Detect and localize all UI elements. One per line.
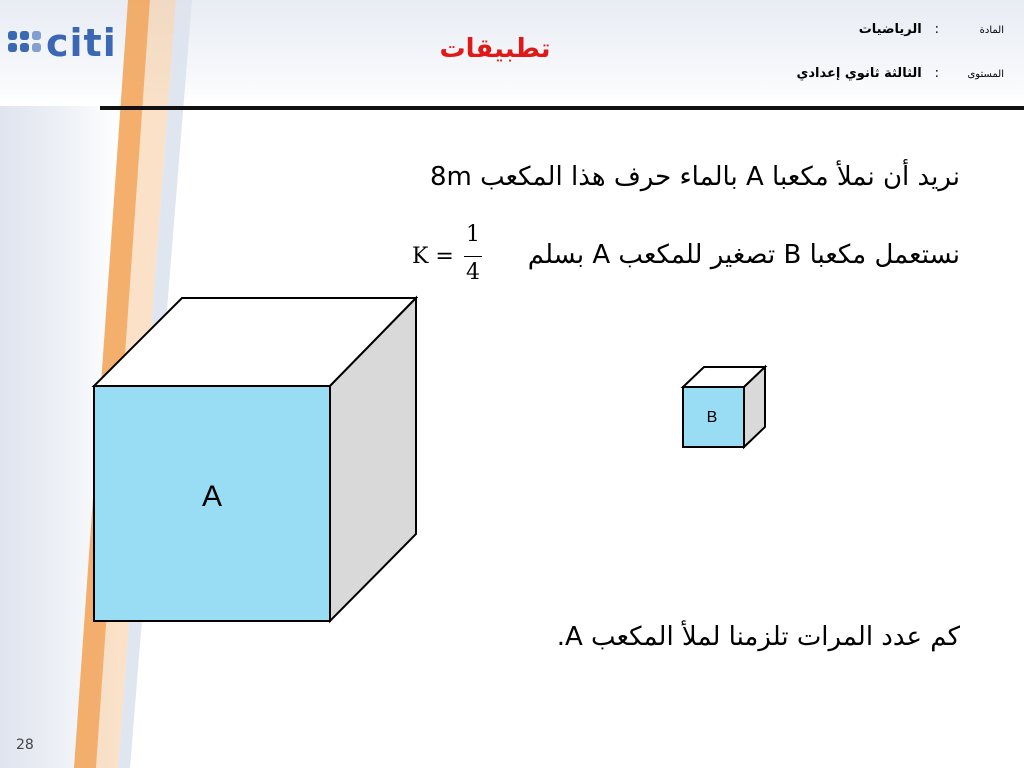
formula-lhs: K = bbox=[412, 244, 454, 269]
cube-a-label: A bbox=[201, 480, 223, 513]
subject-value: الرياضيات bbox=[858, 22, 922, 37]
problem-line-2: نستعمل مكعبا B تصغير للمكعب A بسلم bbox=[527, 240, 960, 270]
cube-b-label: B bbox=[706, 409, 718, 426]
cube-a bbox=[94, 298, 416, 621]
logo-text: citi bbox=[46, 21, 117, 65]
page-number: 28 bbox=[16, 737, 34, 753]
cube-b bbox=[683, 367, 765, 447]
formula-numerator: 1 bbox=[466, 222, 480, 247]
subject-label: المادة bbox=[979, 25, 1004, 36]
slide-title: تطبيقات bbox=[439, 34, 551, 64]
level-separator: : bbox=[934, 66, 940, 81]
problem-line-1: نريد أن نملأ مكعبا A بالماء حرف هذا المكعب 8m bbox=[429, 162, 960, 192]
level-value: الثالثة ثانوي إعدادي bbox=[796, 66, 922, 81]
question-line: كم عدد المرات تلزمنا لملأ المكعب A. bbox=[556, 622, 960, 652]
formula-denominator: 4 bbox=[466, 260, 480, 285]
level-label: المستوى bbox=[967, 69, 1004, 80]
subject-separator: : bbox=[934, 22, 940, 37]
